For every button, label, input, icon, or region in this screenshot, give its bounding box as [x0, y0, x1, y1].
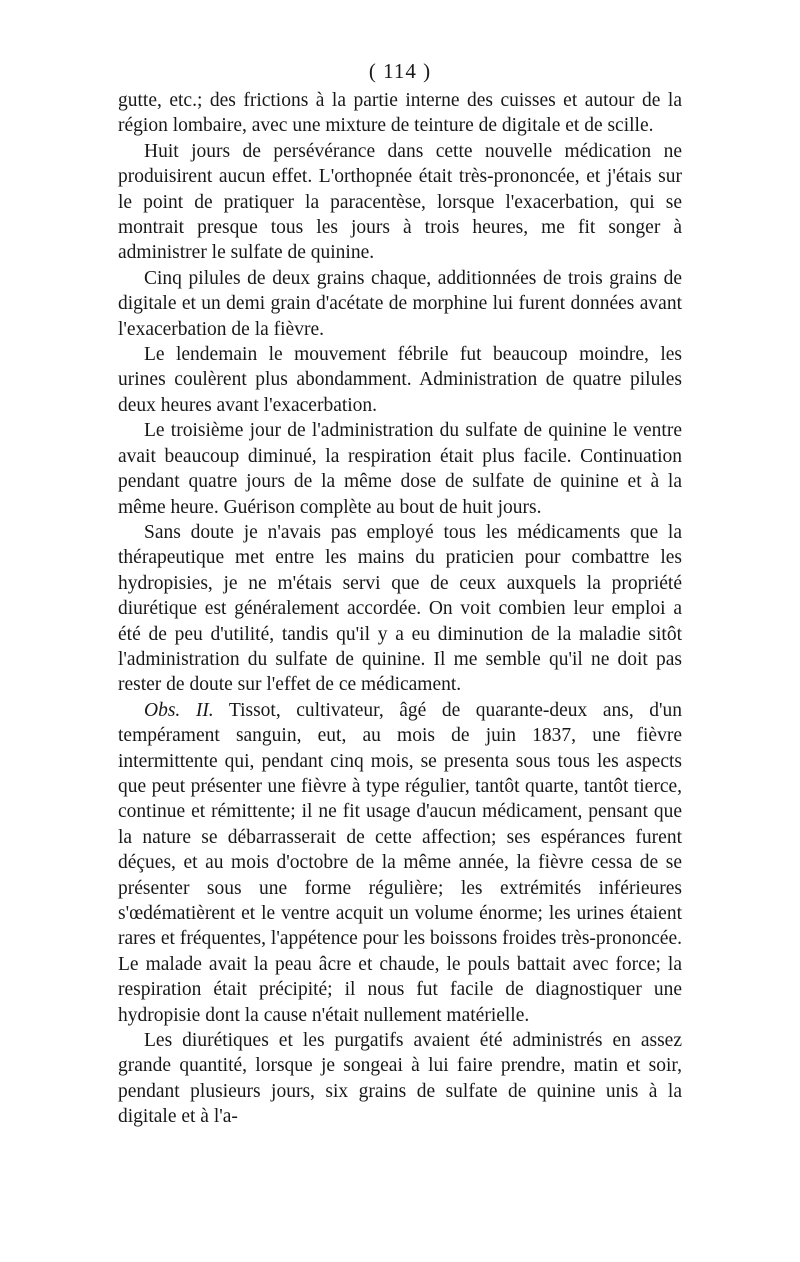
page-number: ( 114 ) — [368, 59, 432, 83]
observation-text: Tissot, cultivateur, âgé de quarante-deux ans, d'un tempérament sanguin, eut, au mois de juin 1837, une fièvre intermittente qui, pendant cinq mois, se presenta sous tous les aspects que peut présenter une fièvre à type régulier, tantôt quarte, tantôt tierce, continue et rémittente; il ne fit usage d'aucun médicament, pensant que la nature se débarrasserait de cette affection; ses espérances furent déçues, et au mois d'octobre de la même année, la fièvre cessa de se présenter sous une forme régulière; les extrémités inférieures s'œdématièrent et le ventre acquit un volume énorme; les urines étaient rares et fréquentes, l'appétence pour les boissons froides très-prononcée. Le malade avait la peau âcre et chaude, le pouls battait avec force; la respiration était précipité; il nous fut facile de diagnostiquer une hydropisie dont la cause n'était nullement matérielle. — [118, 699, 682, 1026]
paragraph: Le troisième jour de l'administration du sulfate de quinine le ventre avait beaucoup diminué, la respiration était plus facile. Continuation pendant quatre jours de la même dose de sulfate de quinine et à la même heure. Guérison complète au bout de huit jours. — [118, 420, 682, 518]
paragraph: Les diurétiques et les purgatifs avaient été administrés en assez grande quantité, lorsque je songeai à lui faire prendre, matin et soir, pendant plusieurs jours, six grains de sulfate de quinine unis à la digitale et à l'a- — [118, 1030, 682, 1128]
paragraph: Cinq pilules de deux grains chaque, additionnées de trois grains de digitale et un demi grain d'acétate de morphine lui furent données avant l'exacerbation de la fièvre. — [118, 267, 682, 340]
paragraph: Le lendemain le mouvement fébrile fut beaucoup moindre, les urines coulèrent plus abondamment. Administration de quatre pilules deux heures avant l'exacerbation. — [118, 344, 682, 416]
observation-paragraph — [118, 698, 682, 1028]
observation-label: Obs. II. — [144, 699, 214, 721]
paragraph: Sans doute je n'avais pas employé tous les médicaments que la thérapeutique met entre les mains du praticien pour combattre les hydropisies, je ne m'étais servi que de ceux auxquels la propriété diurétique est généralement accordée. On voit combien leur emploi a été de peu d'utilité, tandis qu'il y a eu diminution de la maladie sitôt l'administration du sulfate de quinine. Il me semble qu'il ne doit pas rester de doute sur l'effet de ce médicament. — [118, 521, 682, 696]
paragraph-continuation: gutte, etc.; des frictions à la partie interne des cuisses et autour de la région lombaire, avec une mixture de teinture de digitale et de scille. — [118, 90, 682, 137]
paragraph: Huit jours de persévérance dans cette nouvelle médication ne produisirent aucun effet. L'orthopnée était très-prononcée, et j'étais sur le point de pratiquer la paracentèse, lorsque l'exacerbation, qui se montrait presque tous les jours à trois heures, me fit songer à administrer le sulfate de quinine. — [118, 140, 682, 264]
